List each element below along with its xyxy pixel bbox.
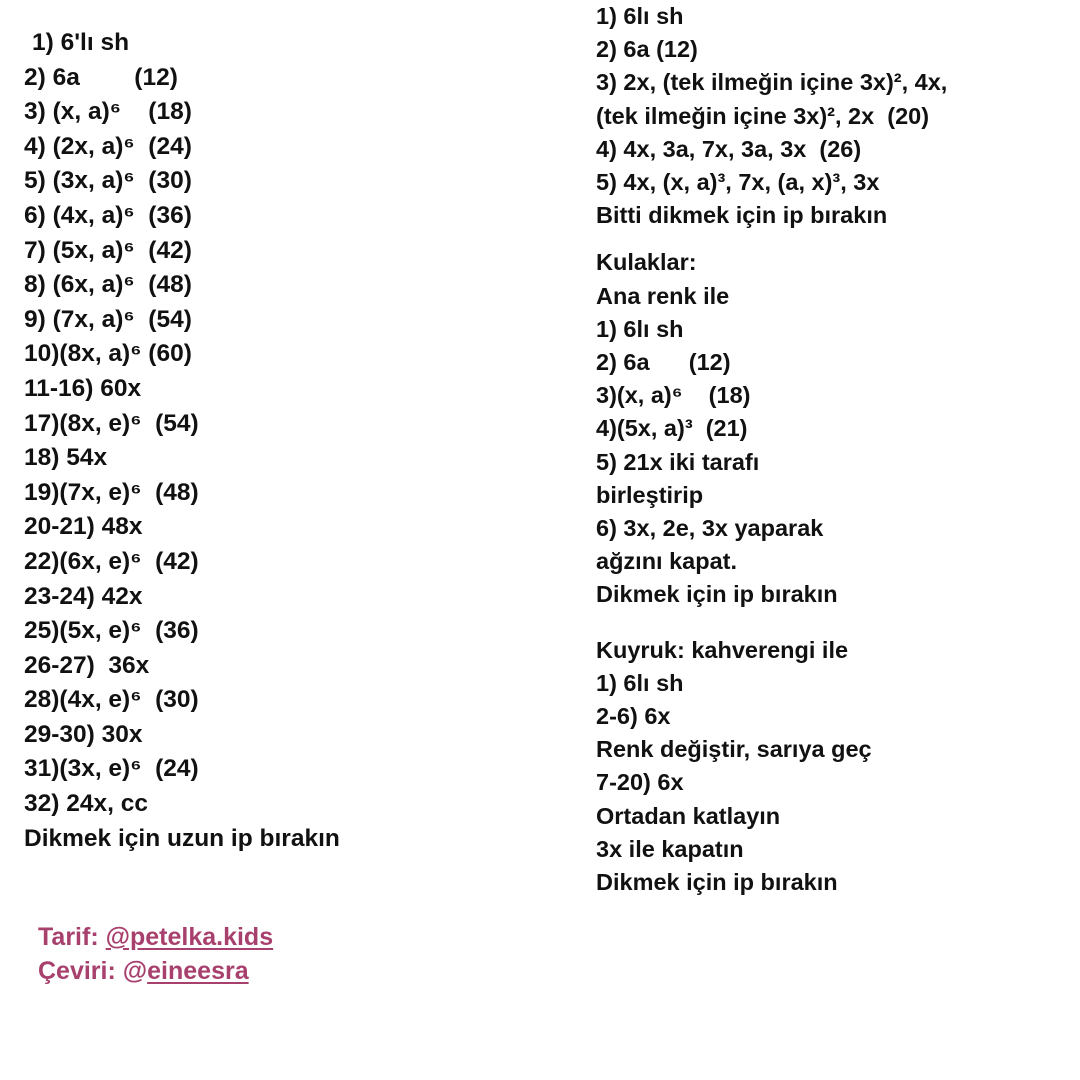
pattern-row: 4)(5x, a)³ (21) [596,415,748,442]
pattern-row: 1) 6lı sh [596,315,684,342]
pattern-row: 31)(3x, e)⁶ (24) [24,755,199,783]
pattern-row: 20-21) 48x [24,513,143,541]
pattern-row: Renk değiştir, sarıya geç [596,736,872,763]
tail-section [596,634,1076,900]
body-pattern-column [24,26,544,856]
translation-credit [38,954,273,988]
pattern-note: Dikmek için uzun ip bırakın [24,824,340,852]
pattern-note: Dikmek için ip bırakın [596,869,838,896]
pattern-row: 8) (6x, a)⁶ (48) [24,271,192,299]
section-spacer [596,232,1076,246]
pattern-row: (tek ilmeğin içine 3x)², 2x (20) [596,102,930,129]
pattern-row: 9) (7x, a)⁶ (54) [24,305,192,333]
pattern-note: Dikmek için ip bırakın [596,581,838,608]
credits [38,920,273,988]
pattern-row: birleştirip [596,481,704,508]
pattern-row: 19)(7x, e)⁶ (48) [24,478,199,506]
pattern-row: ağzını kapat. [596,548,738,575]
pattern-row: 10)(8x, a)⁶ (60) [24,340,192,368]
pattern-row: 11-16) 60x [24,374,142,402]
recipe-handle-link[interactable]: @petelka.kids [105,923,274,951]
pattern-note: Bitti dikmek için ip bırakın [596,202,888,229]
pattern-row: 6) (4x, a)⁶ (36) [24,201,192,229]
pattern-row: Ortadan katlayın [596,802,781,829]
pattern-row: 5) (3x, a)⁶ (30) [24,167,192,195]
head-ears-tail-column [596,0,1076,899]
pattern-row: 4) 4x, 3a, 7x, 3a, 3x (26) [596,135,862,162]
pattern-row: 2-6) 6x [596,703,671,730]
pattern-row: 3) 2x, (tek ilmeğin içine 3x)², 4x, [596,69,948,96]
pattern-row: 26-27) 36x [24,651,150,679]
pattern-row: 29-30) 30x [24,720,143,748]
pattern-row: 22)(6x, e)⁶ (42) [24,547,199,575]
pattern-row: 5) 21x iki tarafı [596,448,760,475]
pattern-row: 1) 6lı sh [596,669,684,696]
translation-label: Çeviri: @ [38,957,148,985]
pattern-row: 28)(4x, e)⁶ (30) [24,686,199,714]
pattern-row: 6) 3x, 2e, 3x yaparak [596,515,824,542]
section-spacer [596,612,1076,634]
pattern-row: 23-24) 42x [24,582,143,610]
pattern-row: 18) 54x [24,444,108,472]
pattern-row: 1) 6lı sh [596,3,684,29]
pattern-row: 2) 6a (12) [24,63,178,91]
head-section [596,0,1076,232]
pattern-row: 3)(x, a)⁶ (18) [596,382,751,409]
pattern-row: 32) 24x, cc [24,790,148,818]
section-heading: Kulaklar: [596,249,697,276]
section-heading: Kuyruk: kahverengi ile [596,636,849,663]
pattern-row: 4) (2x, a)⁶ (24) [24,132,192,160]
pattern-row: 3x ile kapatın [596,835,744,862]
pattern-row: 17)(8x, e)⁶ (54) [24,409,199,437]
pattern-row: Ana renk ile [596,282,730,309]
pattern-row: 5) 4x, (x, a)³, 7x, (a, x)³, 3x [596,169,880,196]
pattern-row: 2) 6a (12) [596,349,731,376]
pattern-row: 2) 6a (12) [596,36,698,63]
pattern-row: 3) (x, a)⁶ (18) [24,98,192,126]
pattern-row: 7-20) 6x [596,769,684,796]
ears-section [596,246,1076,611]
pattern-row: 1) 6'lı sh [32,29,130,56]
pattern-row: 25)(5x, e)⁶ (36) [24,617,199,645]
pattern-row: 7) (5x, a)⁶ (42) [24,236,192,264]
recipe-credit [38,920,273,954]
recipe-label: Tarif: [38,923,106,951]
translation-handle-link[interactable]: eineesra [147,957,249,985]
